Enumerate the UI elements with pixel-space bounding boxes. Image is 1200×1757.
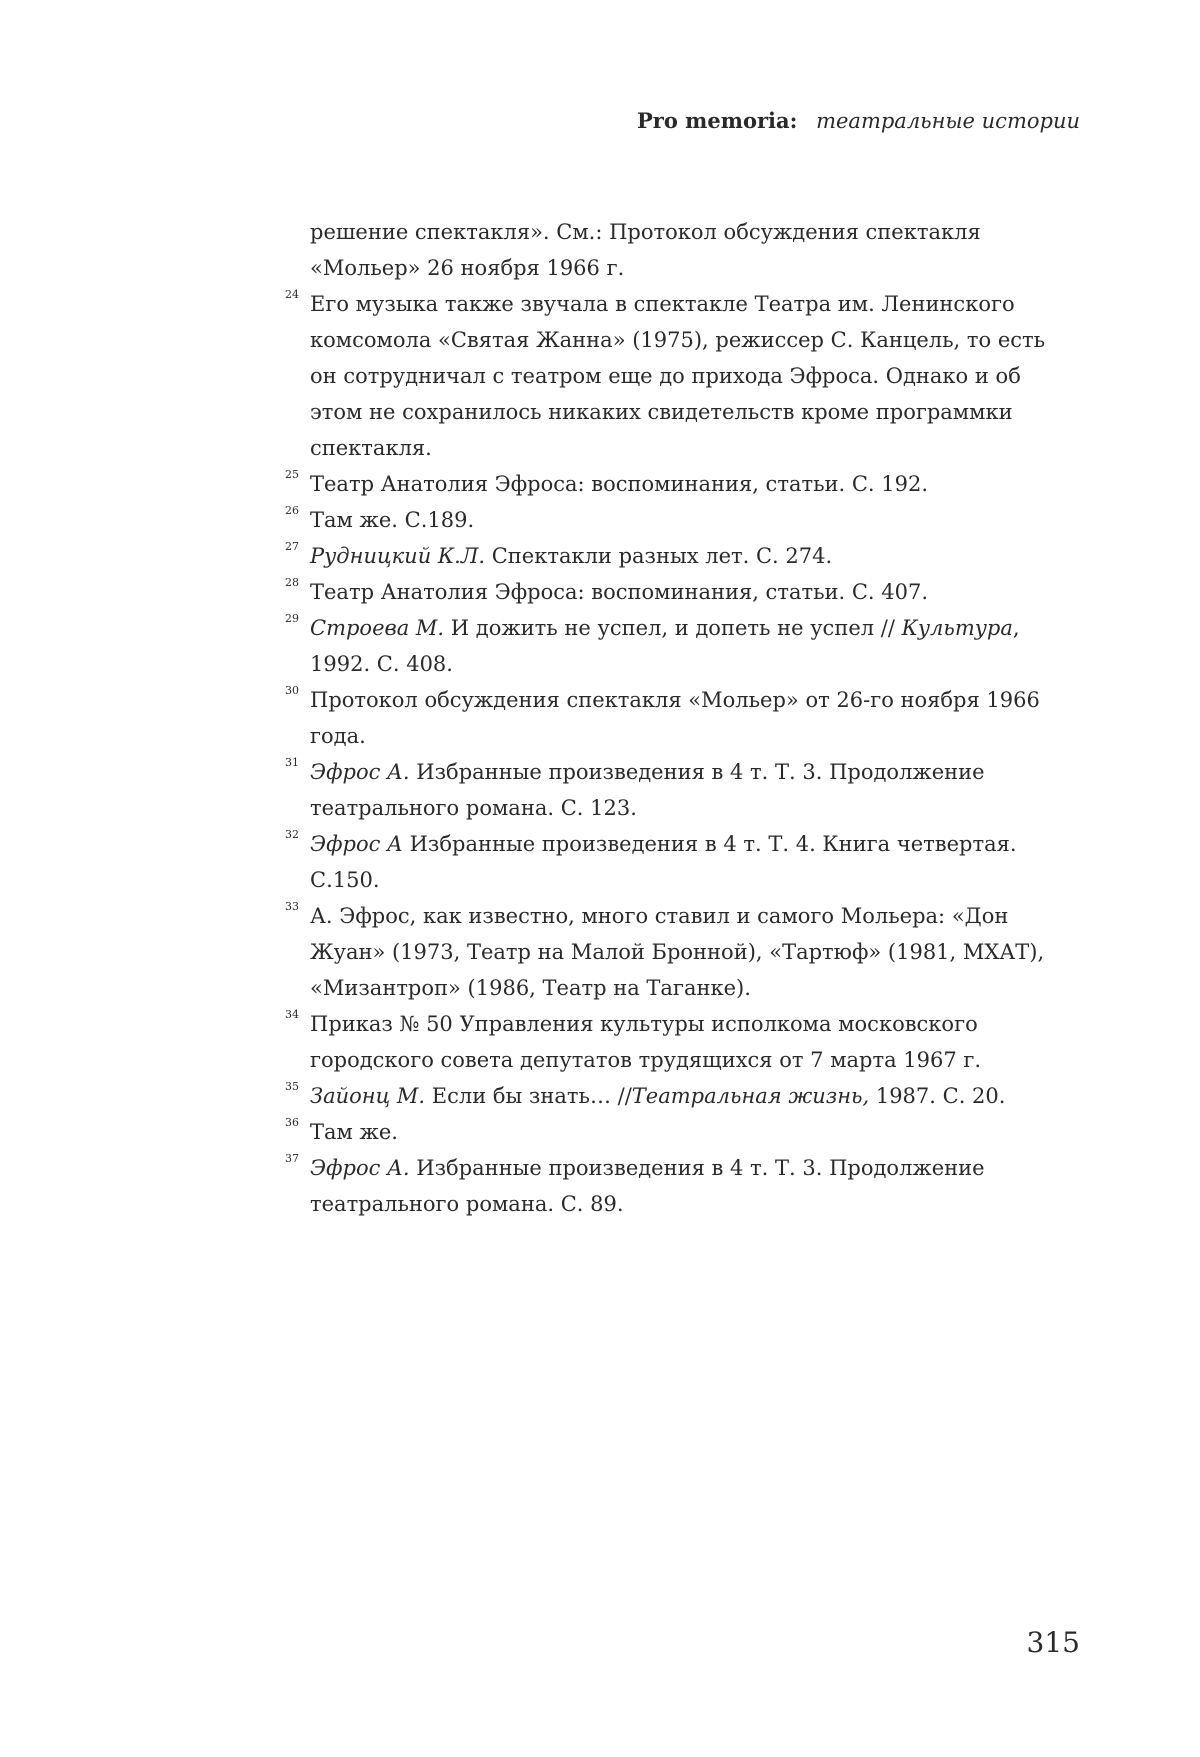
endnote-number: 24 bbox=[285, 285, 299, 305]
endnote-text bbox=[310, 1150, 1075, 1222]
endnote-text bbox=[310, 898, 1075, 1006]
endnote-item bbox=[310, 466, 1075, 502]
endnote-item bbox=[310, 1150, 1075, 1222]
endnote-number: 33 bbox=[285, 897, 299, 917]
endnote-text bbox=[310, 466, 1075, 502]
endnote-number: 35 bbox=[285, 1077, 299, 1097]
endnote-item bbox=[310, 826, 1075, 898]
endnote-number: 37 bbox=[285, 1149, 299, 1169]
endnote-item bbox=[310, 682, 1075, 754]
endnote-text-italic: Эфрос А. bbox=[310, 1156, 410, 1180]
endnote-text-run: Избранные произведения в 4 т. Т. 4. Книга четвертая. С.150. bbox=[310, 832, 1017, 892]
endnote-item bbox=[310, 1114, 1075, 1150]
endnote-text-run: Избранные произведения в 4 т. Т. 3. Продолжение театрального романа. С. 89. bbox=[310, 1156, 985, 1216]
endnote-item bbox=[310, 286, 1075, 466]
endnote-text-italic: Культура bbox=[902, 616, 1013, 640]
endnote-item bbox=[310, 538, 1075, 574]
running-head-bold: Pro memoria: bbox=[637, 108, 797, 133]
endnote-item bbox=[310, 214, 1075, 286]
endnote-item bbox=[310, 1078, 1075, 1114]
endnote-text-italic: Рудницкий К.Л. bbox=[310, 544, 485, 568]
endnote-text-run: Там же. С.189. bbox=[310, 508, 474, 532]
endnote-number: 36 bbox=[285, 1113, 299, 1133]
endnote-text-run: Избранные произведения в 4 т. Т. 3. Продолжение театрального романа. С. 123. bbox=[310, 760, 985, 820]
endnote-item bbox=[310, 574, 1075, 610]
endnote-number: 30 bbox=[285, 681, 299, 701]
endnote-number: 34 bbox=[285, 1005, 299, 1025]
endnote-text-run: Приказ № 50 Управления культуры исполкома московского городского совета депутатов трудящихся от 7 марта 1967 г. bbox=[310, 1012, 981, 1072]
endnote-text bbox=[310, 574, 1075, 610]
endnote-text bbox=[310, 1006, 1075, 1078]
endnote-number: 27 bbox=[285, 537, 299, 557]
endnote-number: 28 bbox=[285, 573, 299, 593]
endnote-text-run: 1987. С. 20. bbox=[869, 1084, 1005, 1108]
endnote-text-run: Спектакли разных лет. С. 274. bbox=[485, 544, 832, 568]
endnote-item bbox=[310, 754, 1075, 826]
endnote-text-run: Если бы знать… // bbox=[425, 1084, 632, 1108]
endnote-text bbox=[310, 826, 1075, 898]
endnote-text-run: И дожить не успел, и допеть не успел // bbox=[444, 616, 902, 640]
endnote-text-run: Там же. bbox=[310, 1120, 398, 1144]
endnote-number: 29 bbox=[285, 609, 299, 629]
endnote-text-run: Протокол обсуждения спектакля «Мольер» от 26-го ноября 1966 года. bbox=[310, 688, 1040, 748]
endnote-text-italic: Эфрос А bbox=[310, 832, 403, 856]
running-head bbox=[637, 108, 1080, 133]
endnote-text-run: Театр Анатолия Эфроса: воспоминания, статьи. С. 407. bbox=[310, 580, 928, 604]
endnotes-list bbox=[310, 214, 1075, 1222]
endnote-text bbox=[310, 1114, 1075, 1150]
endnote-text bbox=[310, 286, 1075, 466]
endnote-item bbox=[310, 502, 1075, 538]
endnote-text-italic: Строева М. bbox=[310, 616, 444, 640]
endnote-text bbox=[310, 214, 1075, 286]
endnote-text-italic: Зайонц М. bbox=[310, 1084, 425, 1108]
endnote-number: 25 bbox=[285, 465, 299, 485]
endnote-item bbox=[310, 1006, 1075, 1078]
endnote-text bbox=[310, 1078, 1075, 1114]
page-number: 315 bbox=[1027, 1626, 1080, 1659]
endnote-text-run: А. Эфрос, как известно, много ставил и самого Мольера: «Дон Жуан» (1973, Театр на Малой Бронной), «Тартюф» (1981, МХАТ), «Мизантроп» (1986, Театр на Таганке). bbox=[310, 904, 1044, 1000]
endnote-text bbox=[310, 610, 1075, 682]
endnote-text-run: Его музыка также звучала в спектакле Театра им. Ленинского комсомола «Святая Жанна» (1975), режиссер С. Канцель, то есть он сотрудничал с театром еще до прихода Эфроса. Однако и об этом не сохранилось никаких свидетельств кроме программки спектакля. bbox=[310, 292, 1045, 460]
endnote-text bbox=[310, 502, 1075, 538]
endnote-number: 31 bbox=[285, 753, 299, 773]
endnote-text bbox=[310, 682, 1075, 754]
endnote-number: 32 bbox=[285, 825, 299, 845]
endnote-number: 26 bbox=[285, 501, 299, 521]
endnote-text-italic: Театральная жизнь, bbox=[632, 1084, 869, 1108]
endnote-text-run: решение спектакля». См.: Протокол обсуждения спектакля «Мольер» 26 ноября 1966 г. bbox=[310, 220, 981, 280]
endnote-text-italic: Эфрос А. bbox=[310, 760, 410, 784]
running-head-italic: театральные истории bbox=[816, 109, 1080, 133]
endnote-item bbox=[310, 898, 1075, 1006]
endnote-text bbox=[310, 754, 1075, 826]
endnote-item bbox=[310, 610, 1075, 682]
endnote-text-run: Театр Анатолия Эфроса: воспоминания, статьи. С. 192. bbox=[310, 472, 928, 496]
endnote-text bbox=[310, 538, 1075, 574]
endnote-text-run: , 1992. С. 408. bbox=[310, 616, 1020, 676]
